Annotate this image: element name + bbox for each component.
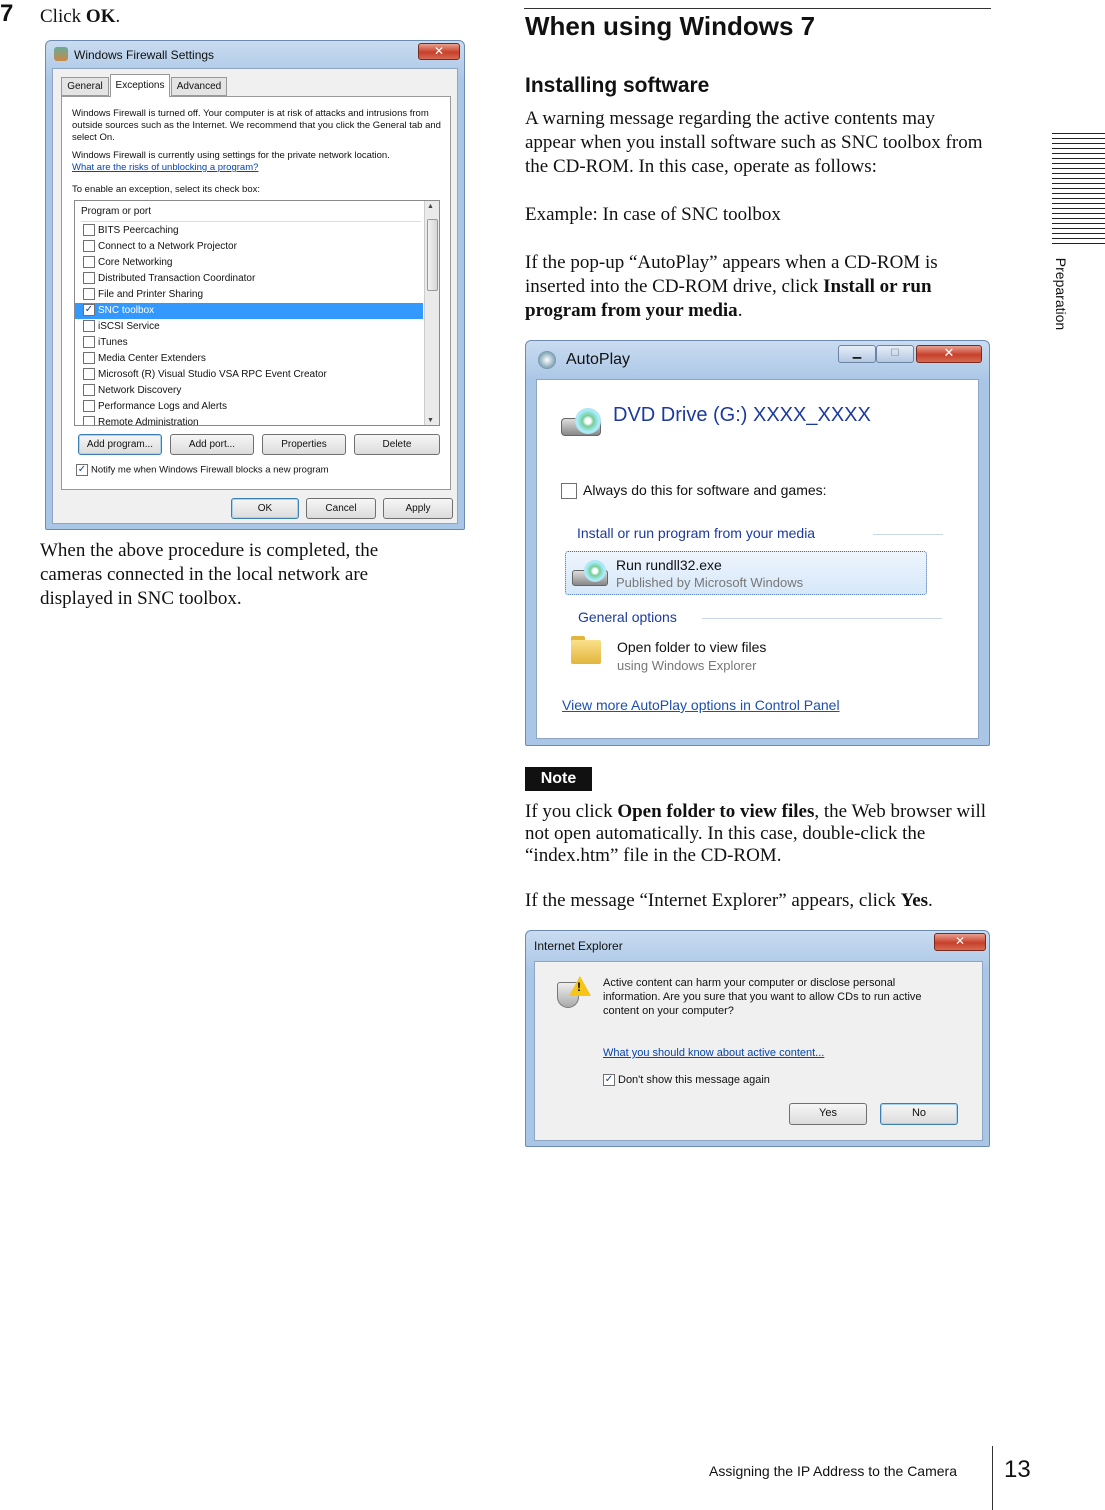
ie-dialog — [525, 930, 990, 1147]
autoplay-title-bar — [526, 341, 989, 377]
close-icon[interactable]: ✕ — [934, 933, 986, 951]
close-icon[interactable]: ✕ — [418, 43, 460, 60]
checkbox-icon[interactable] — [83, 256, 95, 268]
ie-title: Internet Explorer — [534, 939, 623, 953]
page-number: 13 — [1004, 1456, 1031, 1483]
dont-show-row[interactable]: ✓ Don't show this message again — [604, 1074, 770, 1086]
tab-advanced[interactable]: Advanced — [171, 77, 227, 96]
footer-section-title: Assigning the IP Address to the Camera — [709, 1463, 957, 1479]
footer-divider — [992, 1446, 993, 1510]
note-text: If you click Open folder to view files, the Web browser will not open automatically. In this case, double-click the “index.htm” file in the CD-ROM. — [525, 801, 987, 866]
list-item-label: Media Center Extenders — [98, 353, 206, 364]
installer-icon — [572, 560, 610, 588]
firewall-settings-dialog — [45, 40, 465, 530]
list-item-label: Network Discovery — [98, 385, 182, 396]
checkbox-icon[interactable] — [83, 384, 95, 396]
autoplay-paragraph: If the pop-up “AutoPlay” appears when a CD-ROM is inserted into the CD-ROM drive, click Install or run program from your media. — [525, 252, 938, 321]
list-item[interactable] — [75, 303, 423, 319]
list-item[interactable] — [75, 399, 423, 415]
checkbox-icon[interactable] — [83, 368, 95, 380]
list-item[interactable] — [75, 255, 423, 271]
list-item-label: Performance Logs and Alerts — [98, 401, 227, 412]
checkbox-icon[interactable] — [83, 224, 95, 236]
checkbox-checked-icon[interactable]: ✓ — [604, 1074, 614, 1086]
ie-body — [534, 961, 983, 1141]
list-item-label: iSCSI Service — [98, 321, 160, 332]
list-item-label: iTunes — [98, 337, 128, 348]
checkbox-icon[interactable] — [83, 416, 95, 426]
warning-shield-icon: ! — [557, 976, 591, 1010]
list-item[interactable] — [75, 319, 423, 335]
enable-exception-text: To enable an exception, select its check box: — [72, 184, 261, 195]
always-do-row[interactable]: Always do this for software and games: — [561, 482, 827, 499]
add-port-button[interactable]: Add port... — [170, 434, 254, 455]
autoplay-options-link[interactable]: View more AutoPlay options in Control Panel — [562, 697, 840, 713]
firewall-title-bar — [46, 41, 464, 67]
maximize-icon: ☐ — [876, 345, 914, 363]
folder-icon — [571, 636, 601, 664]
checkbox-icon[interactable] — [83, 336, 95, 348]
list-item[interactable] — [75, 271, 423, 287]
firewall-title: Windows Firewall Settings — [74, 48, 215, 62]
run-title: Run rundll32.exe — [616, 557, 722, 573]
checkbox-icon[interactable] — [83, 288, 95, 300]
active-content-link[interactable]: What you should know about active content... — [603, 1047, 825, 1059]
checkbox-checked-icon[interactable]: ✓ — [84, 304, 94, 316]
step-instruction: Click OK. — [40, 6, 121, 27]
install-section-label: Install or run program from your media — [577, 525, 816, 541]
dvd-drive-icon — [561, 408, 601, 440]
open-folder-option[interactable]: Open folder to view files — [617, 639, 767, 655]
list-item[interactable] — [75, 367, 423, 383]
list-item-label: Connect to a Network Projector — [98, 241, 237, 252]
ie-title-bar — [526, 931, 989, 959]
list-item[interactable] — [75, 287, 423, 303]
cancel-button[interactable]: Cancel — [306, 498, 376, 519]
example-paragraph: Example: In case of SNC toolbox — [525, 204, 781, 225]
minimize-icon[interactable]: ▁ — [838, 345, 876, 363]
tab-panel — [61, 96, 451, 490]
checkbox-icon[interactable] — [83, 320, 95, 332]
run-rundll32-option[interactable] — [565, 551, 927, 595]
autoplay-icon — [538, 351, 556, 369]
list-item[interactable] — [75, 415, 423, 426]
autoplay-title: AutoPlay — [566, 351, 631, 368]
list-item-label: Remote Administration — [98, 417, 199, 426]
checkbox-icon[interactable] — [561, 483, 577, 499]
completion-text: When the above procedure is completed, the cameras connected in the local network are displayed in SNC toolbox. — [40, 540, 379, 609]
list-item[interactable] — [75, 383, 423, 399]
step-number: 7 — [0, 0, 14, 27]
exceptions-list — [74, 200, 440, 426]
subsection-heading: Installing software — [525, 74, 710, 97]
notify-checkbox-row[interactable]: ✓ Notify me when Windows Firewall blocks a new program — [77, 464, 329, 476]
yes-button[interactable]: Yes — [789, 1103, 867, 1125]
autoplay-body — [536, 379, 979, 739]
no-button[interactable]: No — [880, 1103, 958, 1125]
run-publisher: Published by Microsoft Windows — [616, 575, 804, 590]
firewall-warning-text: Windows Firewall is turned off. Your computer is at risk of attacks and intrusions from outside sources such as the Internet. We recommend that you click the General tab and select On. — [72, 108, 441, 143]
checkbox-icon[interactable] — [83, 352, 95, 364]
close-icon[interactable]: ✕ — [916, 345, 982, 363]
list-item[interactable] — [75, 351, 423, 367]
properties-button[interactable]: Properties — [262, 434, 346, 455]
checkbox-icon[interactable] — [83, 272, 95, 284]
risks-link[interactable]: What are the risks of unblocking a program? — [72, 162, 259, 173]
side-tab-stripes — [1052, 133, 1105, 245]
intro-paragraph: A warning message regarding the active contents may appear when you install software such as SNC toolbox from the CD-ROM. In this case, operate as follows: — [525, 108, 983, 177]
scroll-up-icon[interactable]: ▲ — [427, 203, 434, 210]
firewall-icon — [54, 47, 68, 61]
checkbox-checked-icon[interactable]: ✓ — [77, 464, 87, 475]
section-heading: When using Windows 7 — [525, 11, 816, 41]
checkbox-icon[interactable] — [83, 400, 95, 412]
tab-general[interactable]: General — [61, 77, 109, 96]
list-scrollbar[interactable] — [424, 201, 439, 426]
list-item-label: SNC toolbox — [98, 305, 155, 316]
list-item-label: BITS Peercaching — [98, 225, 179, 236]
list-item[interactable] — [75, 335, 423, 351]
scroll-thumb[interactable] — [427, 219, 438, 291]
ie-paragraph: If the message “Internet Explorer” appears, click Yes. — [525, 890, 933, 911]
heading-rule — [524, 8, 991, 9]
list-item-label: Core Networking — [98, 257, 173, 268]
firewall-location-text: Windows Firewall is currently using settings for the private network location. — [72, 150, 390, 161]
scroll-down-icon[interactable]: ▼ — [427, 417, 434, 424]
tab-exceptions[interactable]: Exceptions — [110, 74, 170, 97]
firewall-body — [52, 68, 458, 524]
apply-button[interactable]: Apply — [383, 498, 453, 519]
checkbox-icon[interactable] — [83, 240, 95, 252]
autoplay-dialog — [525, 340, 990, 746]
list-item-label: File and Printer Sharing — [98, 289, 204, 300]
drive-name: DVD Drive (G:) XXXX_XXXX — [613, 404, 871, 426]
side-tab — [1046, 256, 1076, 346]
list-item-label: Distributed Transaction Coordinator — [98, 273, 256, 284]
ok-button[interactable]: OK — [231, 498, 299, 519]
open-folder-sub: using Windows Explorer — [617, 658, 757, 673]
list-item[interactable] — [75, 223, 423, 239]
delete-button[interactable]: Delete — [354, 434, 440, 455]
list-item[interactable] — [75, 239, 423, 255]
side-tab-label: Preparation — [1053, 257, 1069, 331]
add-program-button[interactable]: Add program... — [78, 434, 162, 455]
note-badge: Note — [525, 767, 592, 791]
ie-warning-message: Active content can harm your computer or disclose personal information. Are you sure that you want to allow CDs to run active content on your computer? — [603, 977, 922, 1017]
general-options-label: General options — [578, 609, 677, 625]
list-header: Program or port — [81, 206, 152, 217]
list-item-label: Microsoft (R) Visual Studio VSA RPC Event Creator — [98, 369, 327, 380]
